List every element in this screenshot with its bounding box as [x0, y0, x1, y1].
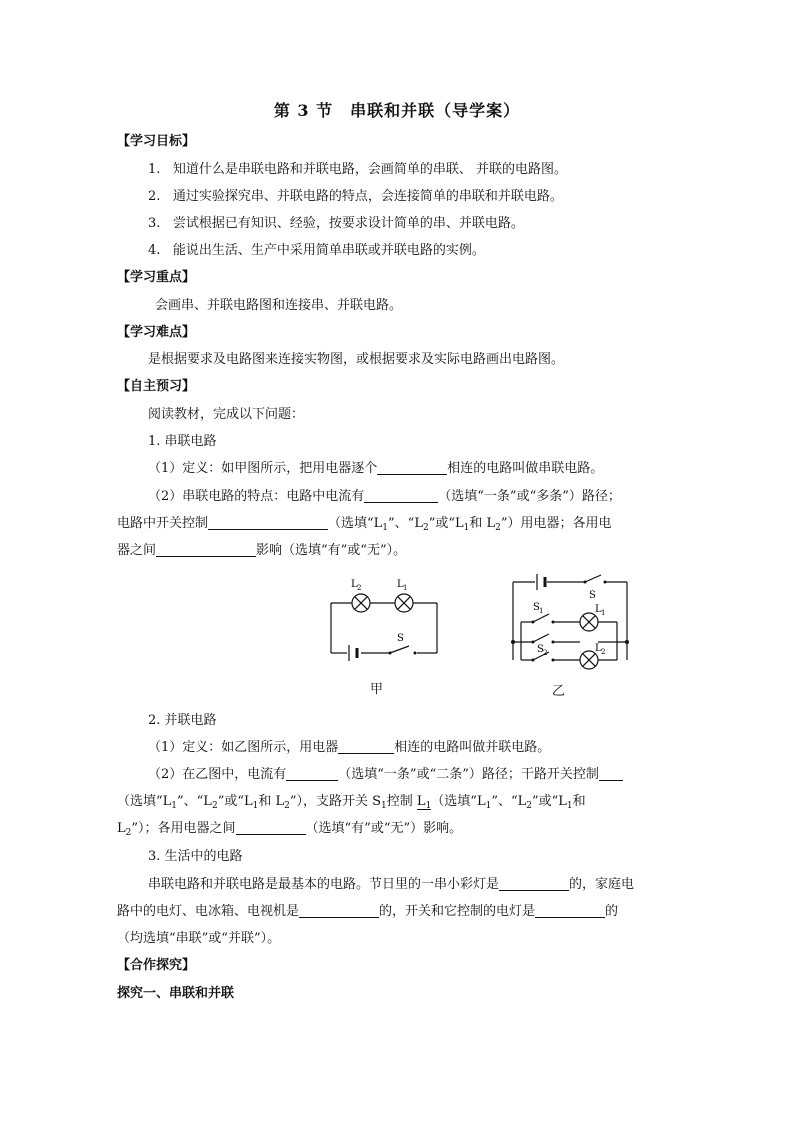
text: 器之间 — [117, 543, 157, 558]
goal-num: 2. — [148, 189, 161, 204]
section-series-heading: 1. 串联电路 — [148, 434, 217, 449]
subscript: 1 — [382, 523, 389, 533]
text: 的，开关和它控制的电灯是 — [379, 904, 536, 919]
text: 的 — [605, 904, 619, 919]
text: 影响（选填“有”或“无”）。 — [256, 543, 407, 558]
answer-blank[interactable] — [364, 488, 438, 503]
series-feature-line3 — [117, 542, 406, 560]
life-circuit-line2 — [117, 903, 618, 921]
parallel-question-line1 — [148, 766, 623, 784]
subscript: 1 — [252, 801, 259, 811]
label-L: L — [595, 643, 602, 654]
label-sub: 2 — [543, 649, 548, 657]
text: ”）；各用电器之间 — [131, 821, 236, 836]
text: 和 — [572, 794, 586, 809]
text: ”），支路开关 S — [289, 794, 382, 809]
text: ”、“L — [491, 794, 527, 809]
parallel-question-line3 — [117, 820, 462, 838]
label-S: S — [589, 590, 596, 601]
label-L: L — [595, 604, 602, 615]
junction-dot — [625, 640, 629, 644]
section-life-heading: 3. 生活中的电路 — [148, 849, 243, 864]
heading-preview: 【自主预习】 — [117, 379, 196, 394]
answer-blank[interactable] — [299, 903, 379, 918]
answer-blank[interactable] — [236, 820, 306, 835]
label-L: L — [397, 579, 404, 590]
text: 相连的电路叫做串联电路。 — [447, 461, 604, 476]
parallel-definition — [148, 739, 550, 757]
text: （2）串联电路的特点：电路中电流有 — [148, 489, 365, 504]
text: 和 L — [469, 516, 496, 531]
figure-caption-yi: 乙 — [552, 684, 566, 699]
text: 串联电路和并联电路是最基本的电路。节日里的一串小彩灯是 — [148, 877, 500, 892]
page-title: 第 3 节 串联和并联（导学案） — [273, 101, 521, 120]
text: 和 L — [258, 794, 285, 809]
text: 相连的电路叫做并联电路。 — [394, 740, 551, 755]
text: ”）用电器；各用电 — [500, 516, 612, 531]
subscript: 1 — [171, 801, 178, 811]
subscript: 1 — [425, 801, 432, 811]
label-S: S — [537, 644, 544, 655]
text: L — [416, 794, 426, 809]
life-circuit-line3: （均选填“串联”或“并联”）。 — [117, 931, 281, 946]
heading-difficulty: 【学习难点】 — [117, 325, 196, 340]
parallel-question-line2 — [117, 793, 586, 811]
battery-icon — [349, 645, 357, 661]
goal-item-2 — [148, 188, 563, 206]
text: ”、“L — [177, 794, 212, 809]
text: 的，家庭电 — [569, 877, 635, 892]
text: （2）在乙图中，电流有 — [148, 767, 287, 782]
goal-text: 尝试根据已有知识、经验，按要求设计简单的串、并联电路。 — [172, 216, 524, 231]
goal-text: 知道什么是串联电路和并联电路，会画简单的串联、 并联的电路图。 — [172, 162, 567, 177]
series-feature-line1 — [148, 488, 621, 506]
answer-blank[interactable] — [377, 460, 447, 475]
answer-blank[interactable] — [499, 876, 569, 891]
underlined-answer — [417, 794, 431, 810]
subscript: 1 — [463, 523, 470, 533]
text: （选填“L — [117, 794, 172, 809]
text: ”或“L — [531, 794, 567, 809]
lamp-icon — [395, 594, 413, 612]
answer-blank[interactable] — [535, 903, 605, 918]
text: ”或“L — [217, 794, 253, 809]
goal-text: 通过实验探究串、并联电路的特点，会连接简单的串联和并联电路。 — [172, 189, 563, 204]
answer-blank[interactable] — [208, 515, 328, 530]
text: （选填“有”或“无”）影响。 — [305, 821, 463, 836]
text: L — [117, 821, 126, 836]
answer-blank[interactable] — [599, 766, 623, 781]
answer-blank[interactable] — [286, 766, 338, 781]
answer-blank[interactable] — [338, 739, 394, 754]
subscript: 2 — [526, 801, 532, 811]
lamp-icon — [352, 594, 370, 612]
label-sub: 1 — [601, 609, 606, 617]
label-sub: 1 — [539, 607, 544, 615]
text: （1）定义：如乙图所示，用电器 — [148, 740, 339, 755]
label-sub: 2 — [357, 584, 362, 592]
text: （选填“一条”或“多条”）路径； — [438, 489, 621, 504]
series-feature-line2 — [117, 515, 612, 533]
text: 路中的电灯、电冰箱、电视机是 — [117, 904, 300, 919]
label-S: S — [397, 633, 404, 644]
label-L: L — [351, 579, 358, 590]
figure-caption-jia: 甲 — [370, 682, 384, 697]
subscript: 2 — [422, 523, 429, 533]
series-definition — [148, 460, 603, 478]
section-parallel-heading: 2. 并联电路 — [148, 713, 217, 728]
label-sub: 1 — [403, 584, 408, 592]
label-S: S — [533, 602, 540, 613]
text: （选填“L — [431, 794, 486, 809]
series-circuit-diagram — [325, 575, 445, 685]
text: ”或“L — [428, 516, 464, 531]
label-sub: 2 — [601, 648, 606, 656]
text: ”、“L — [388, 516, 423, 531]
subscript: 1 — [381, 801, 387, 811]
key-text: 会画串、并联电路图和连接串、并联电路。 — [155, 298, 403, 313]
goal-item-3 — [148, 215, 524, 233]
text: 电路中开关控制 — [117, 516, 209, 531]
text: （选填“L — [328, 516, 383, 531]
text: （选填“一条”或“二条”）路径；干路开关控制 — [338, 767, 599, 782]
goal-num: 3. — [148, 216, 161, 231]
heading-key: 【学习重点】 — [117, 270, 196, 285]
junction-dot — [511, 640, 515, 644]
subscript: 1 — [485, 801, 492, 811]
heading-cooperation: 【合作探究】 — [117, 958, 196, 973]
lamp-icon — [580, 613, 598, 631]
goal-num: 1. — [148, 162, 161, 177]
goal-num: 4. — [148, 243, 161, 258]
heading-goals: 【学习目标】 — [117, 134, 196, 149]
life-circuit-line1 — [148, 876, 634, 894]
preview-intro: 阅读教材，完成以下问题： — [148, 407, 305, 422]
goal-text: 能说出生活、生产中采用简单串联或并联电路的实例。 — [172, 243, 485, 258]
heading-explore-1: 探究一、串联和并联 — [117, 986, 235, 1001]
subscript: 2 — [495, 523, 501, 533]
answer-blank[interactable] — [156, 542, 256, 557]
text: 控制 — [386, 794, 417, 809]
goal-item-1 — [148, 161, 567, 179]
goal-item-4 — [148, 242, 485, 260]
subscript: 2 — [284, 801, 290, 811]
parallel-circuit-diagram — [505, 570, 635, 680]
subscript: 1 — [566, 801, 573, 811]
difficulty-text: 是根据要求及电路图来连接实物图，或根据要求及实际电路画出电路图。 — [148, 352, 565, 367]
subscript: 2 — [211, 801, 218, 811]
battery-icon — [537, 574, 545, 590]
text: （1）定义：如甲图所示，把用电器逐个 — [148, 461, 378, 476]
subscript: 2 — [125, 828, 132, 838]
